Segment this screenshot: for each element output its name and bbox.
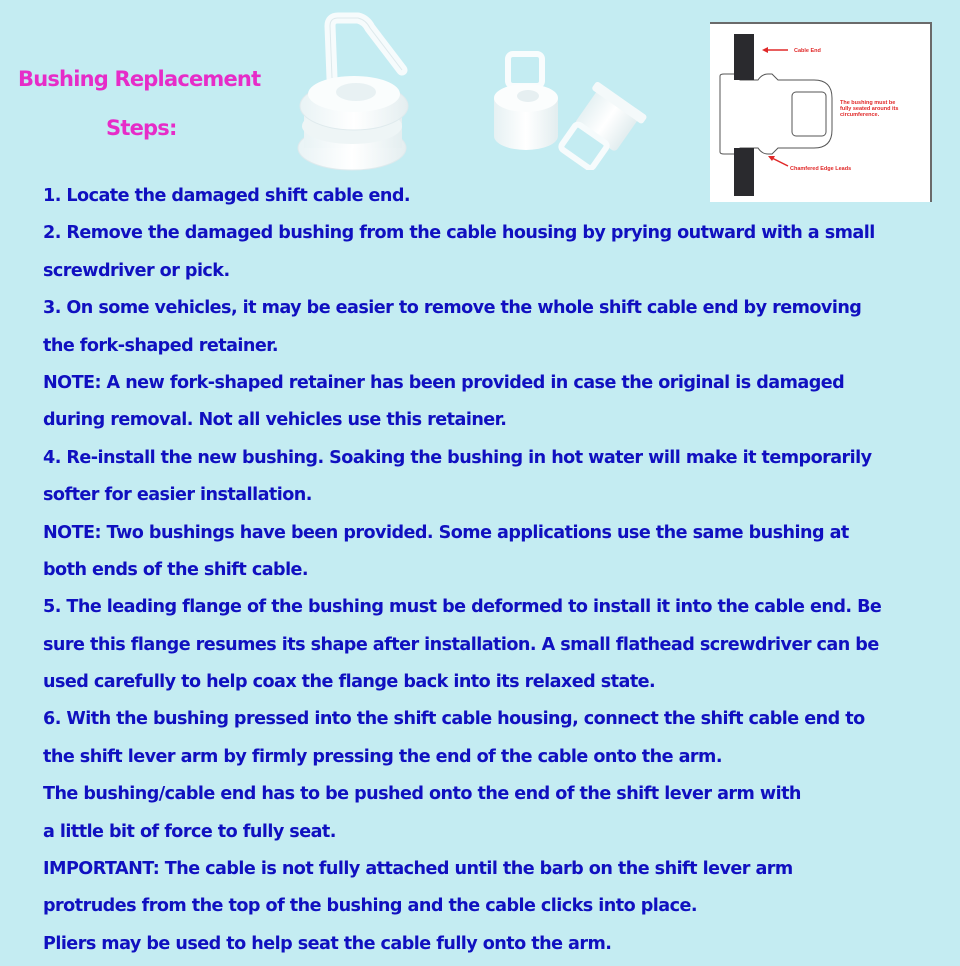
diagram-label-bushing-note xyxy=(840,100,898,118)
step-line: 5. The leading flange of the bushing must be deformed to install it into the cable end. Be xyxy=(43,597,882,618)
replacement-steps xyxy=(43,181,953,966)
important-line: protrudes from the top of the bushing and the cable clicks into place. xyxy=(43,896,697,917)
note-line: NOTE: A new fork-shaped retainer has been provided in case the original is damaged xyxy=(43,372,845,393)
diagram-note-line-2: fully seated around its xyxy=(840,106,899,112)
step-line: softer for easier installation. xyxy=(43,485,312,506)
step-line: 1. Locate the damaged shift cable end. xyxy=(43,186,411,206)
step-line: screwdriver or pick. xyxy=(43,260,230,281)
cable-end-top-bar xyxy=(734,34,754,80)
bushing-photo-small xyxy=(488,48,650,170)
note-line: NOTE: Two bushings have been provided. Some applications use the same bushing at xyxy=(43,522,849,543)
step-line: used carefully to help coax the flange back into its relaxed state. xyxy=(43,672,656,693)
title-line-2: Steps: xyxy=(106,116,177,140)
step-line: The bushing/cable end has to be pushed onto the end of the shift lever arm with xyxy=(43,784,801,805)
bushing-photo-large xyxy=(296,8,416,174)
step-line: 2. Remove the damaged bushing from the cable housing by prying outward with a small xyxy=(43,223,875,244)
step-line: a little bit of force to fully seat. xyxy=(43,821,336,842)
bushing-seating-diagram xyxy=(710,22,932,202)
step-line: 4. Re-install the new bushing. Soaking the bushing in hot water will make it temporarily xyxy=(43,447,872,468)
diagram-note-line-3: circumference. xyxy=(840,112,880,118)
important-line: IMPORTANT: The cable is not fully attached until the barb on the shift lever arm xyxy=(43,859,793,880)
title-line-1: Bushing Replacement xyxy=(18,67,261,91)
step-line: 3. On some vehicles, it may be easier to remove the whole shift cable end by removing xyxy=(43,298,862,319)
step-line: 6. With the bushing pressed into the shift cable housing, connect the shift cable end to xyxy=(43,709,865,730)
note-line: during removal. Not all vehicles use this retainer. xyxy=(43,410,507,431)
diagram-label-cable-end: Cable End xyxy=(794,48,821,54)
diagram-label-chamfered-edge: Chamfered Edge Leads xyxy=(790,166,852,172)
note-line: both ends of the shift cable. xyxy=(43,559,309,580)
step-line: the shift lever arm by firmly pressing the end of the cable onto the arm. xyxy=(43,746,722,767)
step-line: sure this flange resumes its shape after installation. A small flathead screwdriver can be xyxy=(43,634,879,655)
step-line: Pliers may be used to help seat the cable fully onto the arm. xyxy=(43,933,612,954)
diagram-note-line-1: The bushing must be xyxy=(840,100,896,106)
step-line: the fork-shaped retainer. xyxy=(43,335,279,356)
